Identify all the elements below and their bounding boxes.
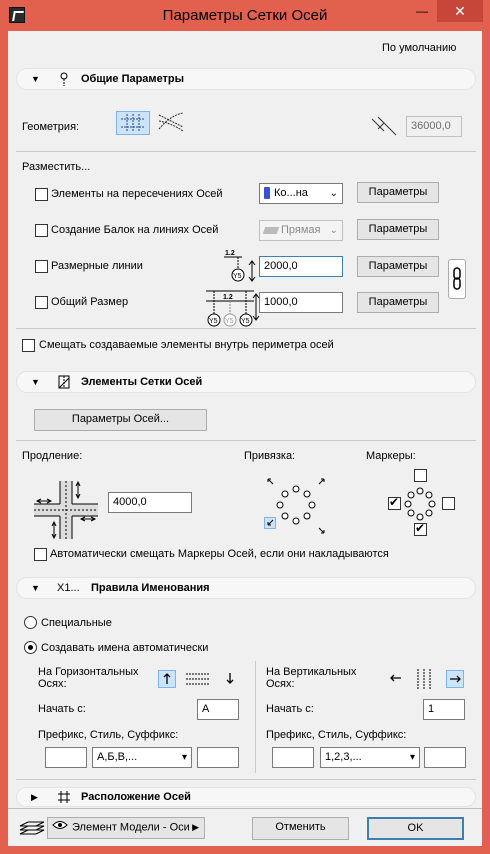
snap-label: Привязка: bbox=[244, 450, 296, 462]
vertical-divider bbox=[255, 661, 256, 773]
title-bar bbox=[0, 0, 490, 30]
dimension-offset-input[interactable]: 2000,0 bbox=[259, 256, 343, 277]
total-offset-input[interactable]: 1000,0 bbox=[259, 292, 343, 313]
marker-label-left-text: Y5 bbox=[209, 318, 218, 325]
section-grid-elements-header[interactable] bbox=[16, 371, 476, 393]
length-pick-icon[interactable] bbox=[370, 115, 400, 139]
chevron-right-icon: ▶ bbox=[192, 822, 199, 832]
marker-left-checkbox[interactable] bbox=[388, 497, 401, 510]
dimension-lines-label: Размерные линии bbox=[51, 260, 143, 272]
horizontal-style-value: А,Б,В,... bbox=[97, 751, 138, 763]
intersections-combo[interactable] bbox=[259, 183, 343, 204]
section-naming-header[interactable] bbox=[16, 577, 476, 599]
extension-label: Продление: bbox=[22, 450, 83, 462]
section-grid-elements-label: Элементы Сетки Осей bbox=[81, 376, 203, 388]
marker-label-middle-text: Y5 bbox=[225, 318, 234, 325]
total-dimension-label: Общий Размер bbox=[51, 296, 129, 308]
beam-icon bbox=[263, 227, 280, 234]
vertical-prefix-input[interactable] bbox=[272, 747, 314, 768]
marker-right-checkbox[interactable] bbox=[442, 497, 455, 510]
separator bbox=[16, 440, 476, 441]
separator bbox=[16, 328, 476, 329]
placement-icon bbox=[57, 790, 71, 804]
layer-selector-label: Элемент Модели - Оси bbox=[72, 821, 190, 834]
vertical-psf-label: Префикс, Стиль, Суффикс: bbox=[266, 729, 407, 741]
vertical-suffix-input[interactable] bbox=[424, 747, 466, 768]
chevron-down-icon: ⌄ bbox=[329, 188, 338, 199]
vertical-start-input[interactable]: 1 bbox=[423, 699, 465, 720]
vertical-style-value: 1,2,3,... bbox=[325, 751, 362, 763]
vertical-start-label: Начать с: bbox=[266, 703, 314, 715]
orthogonal-grid-icon[interactable] bbox=[116, 111, 150, 135]
horizontal-axes-title: На Горизонтальных Осях: bbox=[38, 666, 139, 690]
expand-triangle-icon: ▼ bbox=[31, 74, 40, 84]
expand-triangle-icon: ▼ bbox=[31, 377, 40, 387]
grid-params-button[interactable]: Параметры Осей... bbox=[34, 409, 207, 431]
beams-checkbox[interactable] bbox=[35, 224, 48, 237]
total-dimension-icon bbox=[204, 288, 258, 328]
dialog-client bbox=[8, 31, 482, 846]
snap-bottom-left-icon[interactable] bbox=[264, 517, 276, 529]
horizontal-start-input[interactable]: А bbox=[197, 699, 239, 720]
beams-combo[interactable] bbox=[259, 220, 343, 241]
extension-diagram-icon bbox=[32, 479, 100, 541]
chevron-down-icon: ▾ bbox=[409, 752, 415, 763]
dimension-offset-icon bbox=[222, 246, 258, 284]
grid-tool-icon bbox=[57, 72, 71, 86]
distance-input[interactable]: 36000,0 bbox=[406, 116, 462, 137]
separator bbox=[16, 779, 476, 780]
horizontal-axes-icon bbox=[184, 669, 212, 689]
layers-icon bbox=[18, 818, 46, 838]
section-placement-header[interactable] bbox=[16, 787, 476, 807]
intersections-combo-value: Ко...на bbox=[274, 187, 308, 199]
dimension-lines-checkbox[interactable] bbox=[35, 260, 48, 273]
auto-names-label: Создавать имена автоматически bbox=[41, 642, 209, 654]
arrow-right-icon[interactable] bbox=[446, 670, 464, 688]
beams-params-button[interactable]: Параметры bbox=[357, 219, 439, 240]
horizontal-start-label: Начать с: bbox=[38, 703, 86, 715]
vertical-axes-title: На Вертикальных Осях: bbox=[266, 666, 357, 690]
total-dimension-value-text: 1.2 bbox=[223, 294, 233, 301]
intersections-label: Элементы на пересечениях Осей bbox=[51, 188, 223, 200]
marker-bottom-checkbox[interactable] bbox=[414, 523, 427, 536]
vertical-style-combo[interactable] bbox=[320, 747, 420, 768]
markers-label: Маркеры: bbox=[366, 450, 416, 462]
total-dimension-checkbox[interactable] bbox=[35, 296, 48, 309]
beams-combo-value: Прямая bbox=[281, 224, 321, 236]
collapsed-triangle-icon: ▶ bbox=[31, 792, 38, 802]
horizontal-style-combo[interactable] bbox=[92, 747, 192, 768]
minimize-button[interactable]: — bbox=[416, 4, 428, 18]
arrow-left-icon[interactable] bbox=[388, 670, 404, 688]
dimension-lines-params-button[interactable]: Параметры bbox=[357, 256, 439, 277]
section-naming-label: Правила Именования bbox=[91, 582, 210, 594]
beams-label: Создание Балок на линиях Осей bbox=[51, 224, 219, 236]
auto-offset-markers-label: Автоматически смещать Маркеры Осей, если они накладываются bbox=[50, 548, 389, 560]
radial-grid-icon[interactable] bbox=[156, 111, 186, 135]
marker-label-right-text: Y5 bbox=[241, 318, 250, 325]
close-button[interactable]: ✕ bbox=[437, 0, 483, 22]
special-label: Специальные bbox=[41, 617, 112, 629]
auto-names-radio[interactable] bbox=[24, 641, 37, 654]
chevron-down-icon: ⌄ bbox=[329, 225, 338, 236]
layer-selector[interactable] bbox=[47, 817, 205, 839]
offset-inside-label: Смещать создаваемые элементы внутрь периметра осей bbox=[39, 339, 334, 351]
defaults-link[interactable]: По умолчанию bbox=[382, 42, 457, 54]
horizontal-psf-label: Префикс, Стиль, Суффикс: bbox=[38, 729, 179, 741]
horizontal-prefix-input[interactable] bbox=[45, 747, 87, 768]
intersections-checkbox[interactable] bbox=[35, 188, 48, 201]
section-general-header[interactable] bbox=[16, 68, 476, 90]
arrow-down-icon[interactable] bbox=[222, 670, 238, 688]
intersections-params-button[interactable]: Параметры bbox=[357, 182, 439, 203]
ok-button[interactable]: OK bbox=[367, 817, 464, 840]
special-radio[interactable] bbox=[24, 616, 37, 629]
column-icon bbox=[264, 187, 270, 199]
footer-separator bbox=[8, 808, 482, 809]
auto-offset-markers-checkbox[interactable] bbox=[34, 548, 47, 561]
offset-inside-checkbox[interactable] bbox=[22, 339, 35, 352]
marker-top-checkbox[interactable] bbox=[414, 469, 427, 482]
window-title: Параметры Сетки Осей bbox=[162, 7, 328, 24]
horizontal-suffix-input[interactable] bbox=[197, 747, 239, 768]
vertical-axes-icon bbox=[412, 667, 436, 691]
section-general-label: Общие Параметры bbox=[81, 73, 185, 85]
cancel-button[interactable]: Отменить bbox=[252, 817, 349, 840]
chevron-down-icon: ▾ bbox=[181, 752, 187, 763]
section-placement-label: Расположение Осей bbox=[81, 791, 191, 803]
total-dimension-params-button[interactable]: Параметры bbox=[357, 292, 439, 313]
geometry-label: Геометрия: bbox=[22, 121, 80, 133]
grid-element-icon bbox=[57, 375, 71, 389]
marker-label-text: Y5 bbox=[233, 273, 242, 280]
chain-link-icon[interactable] bbox=[448, 259, 466, 299]
place-label: Разместить... bbox=[22, 161, 91, 173]
dimension-value-text: 1.2 bbox=[225, 250, 235, 257]
expand-triangle-icon: ▼ bbox=[31, 583, 40, 593]
extension-input[interactable]: 4000,0 bbox=[108, 492, 192, 513]
separator bbox=[16, 151, 476, 152]
eye-icon bbox=[52, 818, 68, 837]
naming-prefix-icon: X1... bbox=[57, 582, 80, 594]
arrow-up-icon[interactable] bbox=[158, 670, 176, 688]
